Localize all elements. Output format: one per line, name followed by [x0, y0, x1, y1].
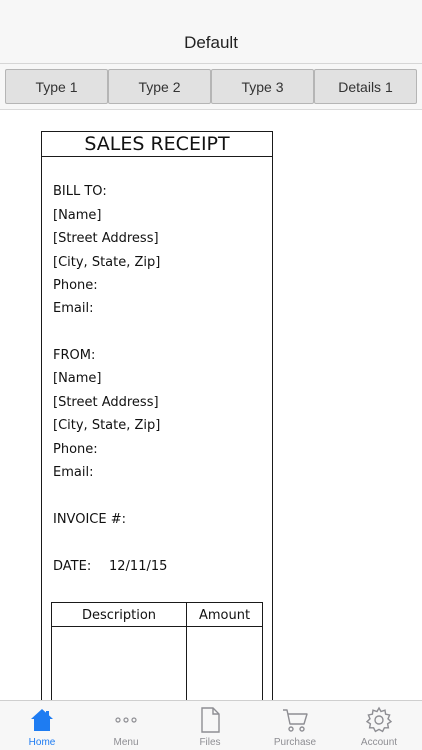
bill-to-email: Email:: [53, 301, 94, 316]
sales-receipt-document: [41, 131, 273, 700]
receipt-title: SALES RECEIPT: [42, 132, 272, 157]
tab-files-label: Files: [199, 737, 221, 748]
tab-home[interactable]: [0, 701, 84, 750]
type-1-button[interactable]: Type 1: [5, 69, 108, 104]
from-city: [City, State, Zip]: [53, 418, 161, 433]
tab-menu-label: Menu: [113, 737, 139, 748]
tab-bar: [0, 700, 422, 750]
from-phone: Phone:: [53, 442, 98, 457]
amount-header: Amount: [198, 608, 251, 623]
bill-to-phone: Phone:: [53, 278, 98, 293]
details-1-button[interactable]: Details 1: [314, 69, 417, 104]
line-items-table: [51, 602, 263, 700]
type-2-button[interactable]: Type 2: [108, 69, 211, 104]
file-icon: [168, 706, 252, 734]
from-email: Email:: [53, 465, 94, 480]
tab-files[interactable]: [168, 701, 252, 750]
date-value: 12/11/15: [109, 559, 168, 574]
bill-to-street: [Street Address]: [53, 231, 159, 246]
date-label: DATE:: [53, 559, 92, 574]
bill-to-city: [City, State, Zip]: [53, 255, 161, 270]
tab-purchase-label: Purchase: [273, 737, 317, 748]
gear-icon: [337, 706, 421, 734]
tab-account[interactable]: [337, 701, 421, 750]
navigation-bar: [0, 0, 422, 64]
tab-purchase[interactable]: [253, 701, 337, 750]
table-header-row: [52, 603, 262, 627]
tab-account-label: Account: [360, 737, 398, 748]
invoice-label: INVOICE #:: [53, 512, 126, 527]
from-label: FROM:: [53, 348, 96, 363]
tab-home-label: Home: [28, 737, 56, 748]
page-title: Default: [184, 33, 238, 52]
more-icon: [84, 706, 168, 734]
description-header: Description: [81, 608, 157, 623]
from-name: [Name]: [53, 371, 102, 386]
home-icon: [0, 706, 84, 734]
bill-to-label: BILL TO:: [53, 184, 107, 199]
receipt-preview-area[interactable]: [0, 111, 422, 700]
from-street: [Street Address]: [53, 395, 159, 410]
type-selector-bar: [0, 64, 422, 110]
bill-to-name: [Name]: [53, 208, 102, 223]
type-3-button[interactable]: Type 3: [211, 69, 314, 104]
cart-icon: [253, 706, 337, 734]
column-divider: [186, 603, 187, 700]
tab-menu[interactable]: [84, 701, 168, 750]
